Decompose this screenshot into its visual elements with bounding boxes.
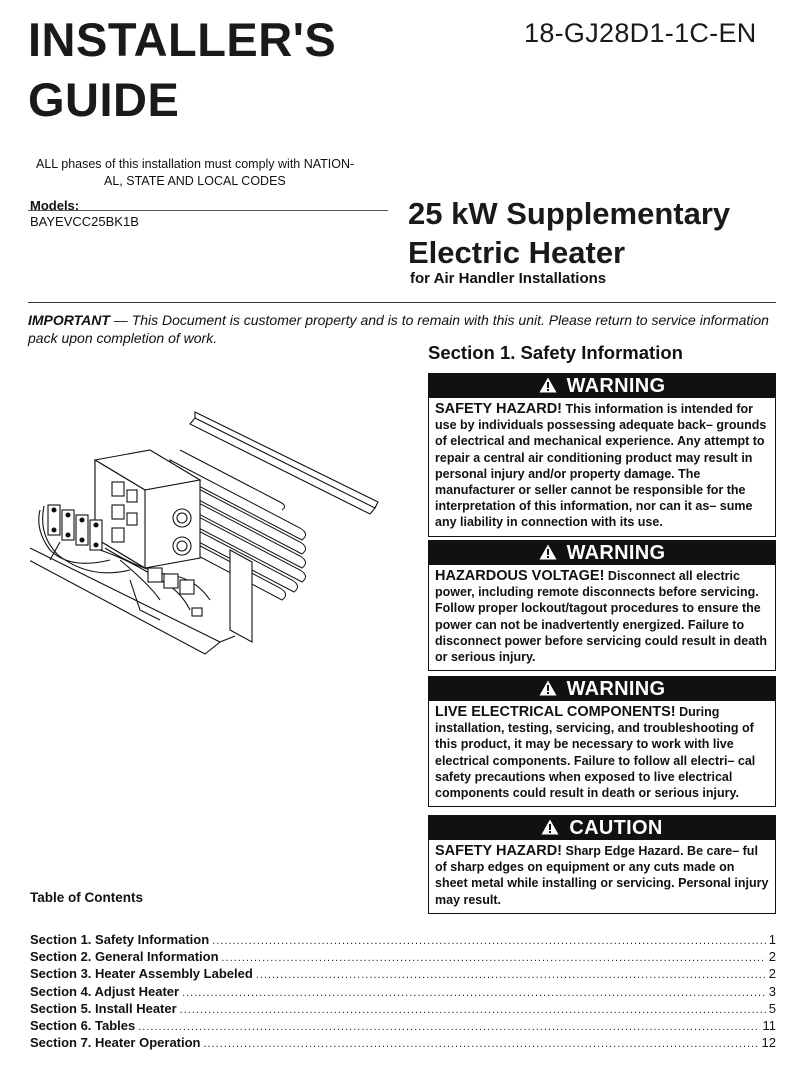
toc-entry[interactable]: [30, 984, 776, 1001]
title-line-2: GUIDE: [28, 73, 180, 126]
compliance-line-2: AL, STATE AND LOCAL CODES: [104, 174, 286, 188]
warning-heading: WARNING: [566, 678, 666, 700]
product-subtitle: for Air Handler Installations: [410, 270, 607, 287]
toc-entry-page: 5: [768, 1000, 776, 1016]
toc-entry-label: Section 7. Heater Operation: [30, 1035, 201, 1051]
warning-lead: LIVE ELECTRICAL COMPONENTS!: [435, 704, 676, 720]
toc-entry-page: 12: [761, 1035, 776, 1051]
warning-box-hazardous-voltage: [428, 540, 776, 671]
warning-triangle-icon: [539, 544, 557, 560]
warning-triangle-icon: [539, 377, 557, 393]
toc-entry-label: Section 4. Adjust Heater: [30, 983, 180, 999]
toc-entry-page: 11: [762, 1017, 776, 1033]
toc-heading: Table of Contents: [30, 890, 143, 905]
toc-entry-page: 2: [768, 966, 776, 982]
warning-heading: WARNING: [566, 375, 666, 397]
table-of-contents: [30, 932, 776, 1052]
toc-entry-label: Section 5. Install Heater: [30, 1000, 177, 1016]
warning-text: [429, 701, 775, 806]
section-heading-safety: Section 1. Safety Information: [428, 342, 683, 363]
warning-box-safety-hazard: [428, 373, 776, 537]
warning-box-live-electrical: [428, 676, 776, 807]
warning-lead: HAZARDOUS VOLTAGE!: [435, 568, 605, 584]
warning-heading: WARNING: [566, 542, 666, 564]
toc-leader: [138, 1021, 759, 1033]
toc-leader: [256, 969, 766, 981]
toc-entry-label: Section 3. Heater Assembly Labeled: [30, 966, 253, 982]
toc-entry-label: Section 6. Tables: [30, 1017, 136, 1033]
caution-heading: CAUTION: [569, 817, 663, 839]
toc-entry-page: 2: [768, 949, 776, 965]
warning-body: During installation, testing, servicing, and troubleshooting of this product, it may be necessary to work with live electrical components. Failure to follow all electri– cal safety precautions when exposed to live electrical components could result in death or serious injury.: [435, 705, 756, 801]
warning-text: [429, 565, 775, 670]
toc-entry-label: Section 1. Safety Information: [30, 932, 210, 947]
toc-entry-label: Section 2. General Information: [30, 949, 219, 965]
document-number: 18-GJ28D1-1C-EN: [524, 18, 757, 48]
toc-entry[interactable]: [30, 1001, 776, 1018]
caution-bar: [429, 816, 775, 840]
toc-entry[interactable]: [30, 966, 776, 983]
toc-entry[interactable]: [30, 1035, 776, 1052]
toc-leader: [212, 935, 766, 947]
toc-leader: [204, 1038, 759, 1050]
warning-body: Disconnect all electric power, including remote disconnects before servicing. Follow proper lockout/tagout procedures to ensure the power can not be inadvertently energized. Failure to disconnect power before servicing could result in death or serious injury.: [435, 569, 768, 665]
warning-bar: [429, 374, 775, 398]
toc-leader: [182, 987, 766, 999]
warning-text: [429, 398, 775, 536]
divider-models: [28, 210, 388, 211]
caution-body: Sharp Edge Hazard. Be care– ful of sharp edges on equipment or any cuts made on sheet metal while installing or servicing. Personal injury may result.: [435, 844, 769, 907]
warning-body: This information is intended for use by individuals possessing adequate back– grounds of electrical and mechanical experience. Any attempt to repair a central air conditioning product may result in personal injury and/or property damage. The manufacturer or seller cannot be responsible for the interpretation of this information, nor can it as– sume any liability in connection with its use.: [435, 402, 767, 530]
caution-box-sharp-edge: [428, 815, 776, 914]
models-label: Models:: [30, 198, 80, 213]
important-label: IMPORTANT: [28, 312, 110, 328]
toc-entry[interactable]: [30, 1018, 776, 1035]
warning-lead: SAFETY HAZARD!: [435, 401, 563, 417]
document-title: [28, 10, 336, 130]
title-line-1: INSTALLER'S: [28, 13, 337, 66]
warning-bar: [429, 541, 775, 565]
compliance-notice: [36, 156, 374, 190]
toc-leader: [222, 952, 766, 964]
heater-assembly-illustration: [30, 410, 390, 660]
toc-leader: [180, 1004, 766, 1016]
toc-entry-page: 3: [768, 983, 776, 999]
toc-entry[interactable]: [30, 932, 776, 949]
toc-entry[interactable]: [30, 949, 776, 966]
warning-triangle-icon: [539, 680, 557, 696]
caution-lead: SAFETY HAZARD!: [435, 843, 563, 859]
product-title: [408, 194, 730, 272]
models-value: BAYEVCC25BK1B: [30, 214, 139, 229]
warning-triangle-icon: [541, 819, 559, 835]
product-title-line-2: Electric Heater: [408, 235, 626, 270]
product-title-line-1: 25 kW Supplementary: [408, 196, 731, 231]
divider-header: [28, 302, 776, 303]
compliance-line-1: ALL phases of this installation must comply with NATION-: [36, 157, 355, 171]
important-text: — This Document is customer property and is to remain with this unit. Please return to service information pack upon completion of work.: [28, 312, 769, 346]
toc-entry-page: 1: [768, 932, 776, 947]
warning-bar: [429, 677, 775, 701]
caution-text: [429, 840, 775, 913]
